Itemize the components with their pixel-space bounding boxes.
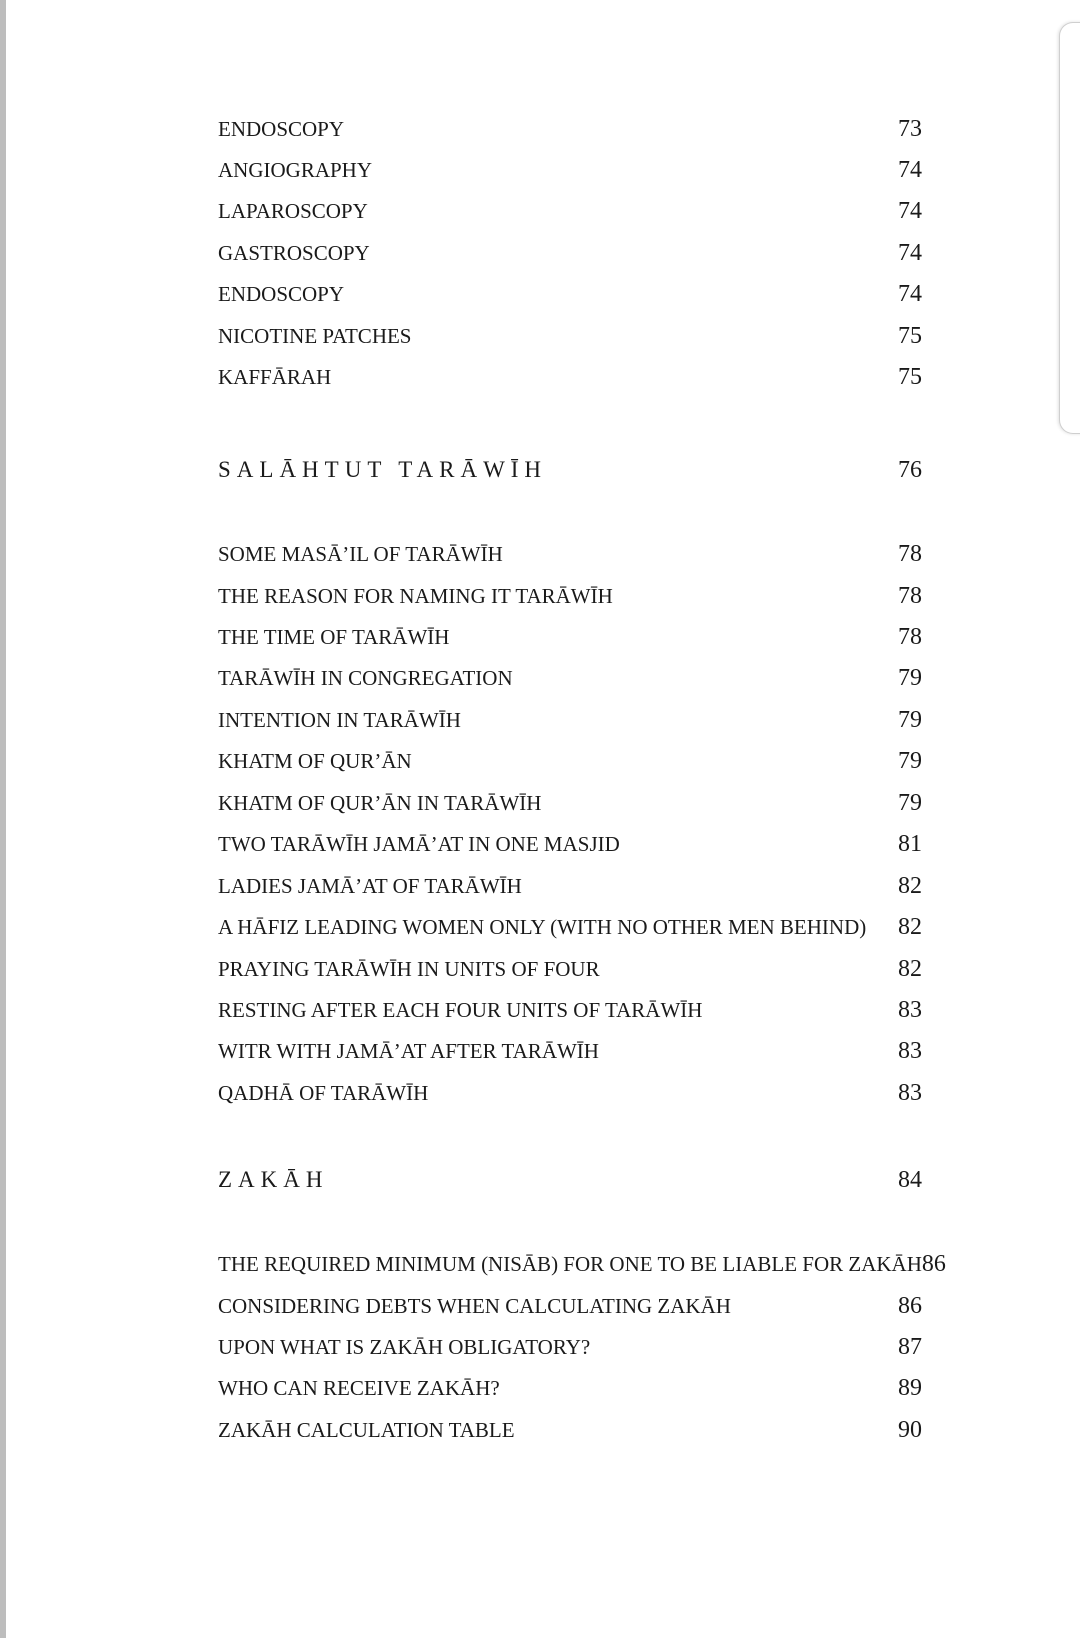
toc-entry-page: 78: [898, 582, 922, 609]
toc-entry-page: 79: [898, 789, 922, 816]
toc-entry-title: QADHĀ OF TARĀWĪH: [218, 1080, 429, 1105]
toc-entry-title: WHO CAN RECEIVE ZAKĀH?: [218, 1375, 500, 1400]
toc-entry[interactable]: [218, 1247, 946, 1281]
toc-entry-page: 82: [898, 872, 922, 899]
toc-entry-title: CONSIDERING DEBTS WHEN CALCULATING ZAKĀH: [218, 1293, 731, 1318]
toc-entry-page: 83: [898, 1079, 922, 1106]
toc-entry[interactable]: [218, 1330, 922, 1364]
toc-entry[interactable]: [218, 194, 922, 228]
toc-entry-title: GASTROSCOPY: [218, 240, 370, 265]
toc-section-page: 76: [898, 456, 922, 483]
toc-entry-page: 86: [898, 1292, 922, 1319]
toc-entry-title: ENDOSCOPY: [218, 116, 345, 141]
toc-entry[interactable]: [218, 1413, 922, 1447]
toc-entry[interactable]: [218, 993, 922, 1027]
toc-section-title: SALĀHTUT TARĀWĪH: [218, 457, 548, 482]
toc-entry-page: 73: [898, 115, 922, 142]
toc-entry-title: KHATM OF QUR’ĀN: [218, 748, 412, 773]
toc-entry-page: 89: [898, 1374, 922, 1401]
toc-entry-page: 74: [898, 156, 922, 183]
toc-entry[interactable]: [218, 1034, 922, 1068]
toc-section-title: ZAKĀH: [218, 1167, 329, 1192]
toc-entry-page: 83: [898, 996, 922, 1023]
toc-section-heading[interactable]: [218, 1163, 922, 1197]
toc-entry[interactable]: [218, 236, 922, 270]
toc-entry[interactable]: [218, 579, 922, 613]
toc-entry-title: RESTING AFTER EACH FOUR UNITS OF TARĀWĪH: [218, 997, 703, 1022]
toc-entry-title: ZAKĀH CALCULATION TABLE: [218, 1417, 515, 1442]
toc-entry[interactable]: [218, 744, 922, 778]
toc-entry-title: THE REQUIRED MINIMUM (NISĀB) FOR ONE TO BE LIABLE FOR ZAKĀH: [218, 1251, 922, 1276]
toc-entry-page: 75: [898, 322, 922, 349]
toc-entry[interactable]: [218, 1289, 922, 1323]
toc-entry-page: 82: [898, 955, 922, 982]
toc-entry[interactable]: [218, 910, 922, 944]
toc-entry-page: 86: [921, 1250, 946, 1277]
toc-entry-page: 83: [898, 1037, 922, 1064]
toc-entry[interactable]: [218, 360, 922, 394]
toc-entry-title: LADIES JAMĀ’AT OF TARĀWĪH: [218, 873, 522, 898]
toc-entry-title: INTENTION IN TARĀWĪH: [218, 707, 461, 732]
toc-entry[interactable]: [218, 827, 922, 861]
toc-entry[interactable]: [218, 1076, 922, 1110]
toc-entry-page: 74: [898, 197, 922, 224]
toc-section-heading[interactable]: [218, 453, 922, 487]
toc-entry-page: 75: [898, 363, 922, 390]
toc-entry[interactable]: [218, 703, 922, 737]
toc-entry-title: TARĀWĪH IN CONGREGATION: [218, 665, 513, 690]
toc-entry[interactable]: [218, 537, 922, 571]
toc-entry-title: SOME MASĀ’IL OF TARĀWĪH: [218, 541, 503, 566]
toc-entry[interactable]: [218, 786, 922, 820]
toc-entry[interactable]: [218, 112, 922, 146]
toc-entry-page: 87: [898, 1333, 922, 1360]
toc-entry-title: UPON WHAT IS ZAKĀH OBLIGATORY?: [218, 1334, 591, 1359]
toc-entry[interactable]: [218, 952, 922, 986]
toc-entry-title: KHATM OF QUR’ĀN IN TARĀWĪH: [218, 790, 542, 815]
toc-entry[interactable]: [218, 661, 922, 695]
toc-entry-title: NICOTINE PATCHES: [218, 323, 412, 348]
toc-entry-title: TWO TARĀWĪH JAMĀ’AT IN ONE MASJID: [218, 831, 620, 856]
toc-entry-page: 78: [898, 540, 922, 567]
toc-entry-title: KAFFĀRAH: [218, 364, 332, 389]
toc-entry-page: 74: [898, 239, 922, 266]
toc-entry[interactable]: [218, 620, 922, 654]
toc-entry-page: 78: [898, 623, 922, 650]
toc-entry[interactable]: [218, 319, 922, 353]
toc-entry-title: A HĀFIZ LEADING WOMEN ONLY (WITH NO OTHER MEN BEHIND): [218, 914, 867, 939]
toc-entry[interactable]: [218, 1371, 922, 1405]
toc-entry[interactable]: [218, 153, 922, 187]
toc-entry[interactable]: [218, 277, 922, 311]
toc-entry-page: 74: [898, 280, 922, 307]
toc-entry-title: ANGIOGRAPHY: [218, 157, 373, 182]
toc-entry-page: 79: [898, 664, 922, 691]
toc-entry-title: ENDOSCOPY: [218, 281, 345, 306]
scroll-handle[interactable]: [1059, 22, 1080, 434]
toc-entry-page: 81: [898, 830, 922, 857]
toc-entry-page: 79: [898, 706, 922, 733]
toc-entry-title: LAPAROSCOPY: [218, 198, 368, 223]
toc-entry-page: 82: [898, 913, 922, 940]
toc-section-page: 84: [898, 1166, 922, 1193]
page-left-edge: [0, 0, 6, 1638]
toc-entry-title: THE REASON FOR NAMING IT TARĀWĪH: [218, 583, 613, 608]
toc-entry[interactable]: [218, 869, 922, 903]
toc-entry-page: 79: [898, 747, 922, 774]
toc-entry-title: PRAYING TARĀWĪH IN UNITS OF FOUR: [218, 956, 600, 981]
toc-entry-title: THE TIME OF TARĀWĪH: [218, 624, 450, 649]
toc-entry-title: WITR WITH JAMĀ’AT AFTER TARĀWĪH: [218, 1038, 599, 1063]
toc-entry-page: 90: [898, 1416, 922, 1443]
